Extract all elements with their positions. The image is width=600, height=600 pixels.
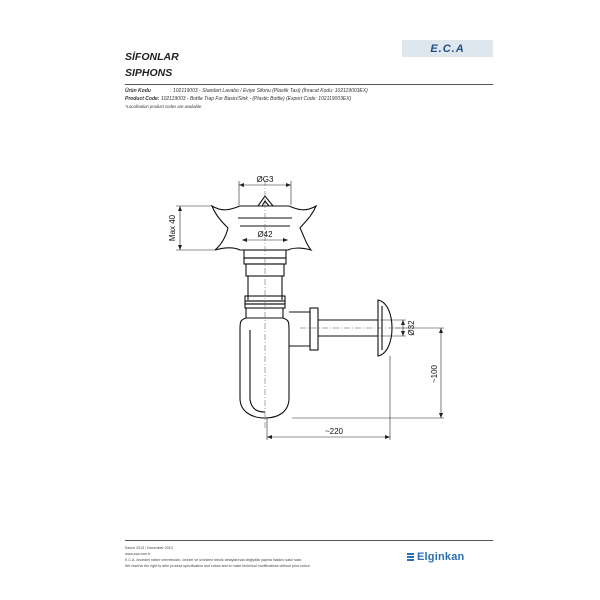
outlet-nut [289,312,310,346]
dim-outlet-diameter: Ø32 [407,320,416,336]
bottle-body [240,308,289,418]
footer-disclaimer-tr: E.C.A. önceden haber vermeksizin, ürünler ve ürünlerin teknik detaylarında değişiklik yapma hakkını saklı tutar. [125,558,302,562]
dim-length: ~220 [324,427,344,436]
footer-date: Kasım 2013 / November 2013 [125,546,173,550]
strainer-flange [212,206,316,250]
dim-top-thread: ØG3 [256,175,274,184]
title-turkish: SİFONLAR [125,51,179,63]
dim-flange-diameter: Ø42 [257,230,273,239]
product-code-tr-label: Ürün Kodu [125,88,151,94]
dim-max-height: Max 40 [168,214,177,242]
eca-logo: E.C.A [402,40,493,57]
footer-divider [125,540,493,541]
product-code-en-text: 102119003 - Bottle Trap For Basin/Sink - (Plastic Bottle) (Export Code: 102119003EX) [160,96,352,102]
elginkan-logo [407,551,464,563]
footer-url: www.eca.com.tr [125,552,151,556]
elginkan-mark-icon [407,553,414,561]
elginkan-brand-name: Elginkan [417,551,465,563]
localisation-note: *Localisation product codes are available. [125,104,203,109]
title-english: SIPHONS [125,67,173,79]
product-code-en-label: Product Code: [125,96,160,102]
footer-disclaimer-en: We reserve the right to alter product specification and colors and to make technical modifications without prior notice. [125,564,311,568]
product-code-tr-text: : 102119003 - Standart Lavabo / Eviye Sifonu (Plastik Tasi) (İhracat Kodu: 102119003EX) [170,88,368,94]
dim-height-drop: ~100 [430,364,439,384]
